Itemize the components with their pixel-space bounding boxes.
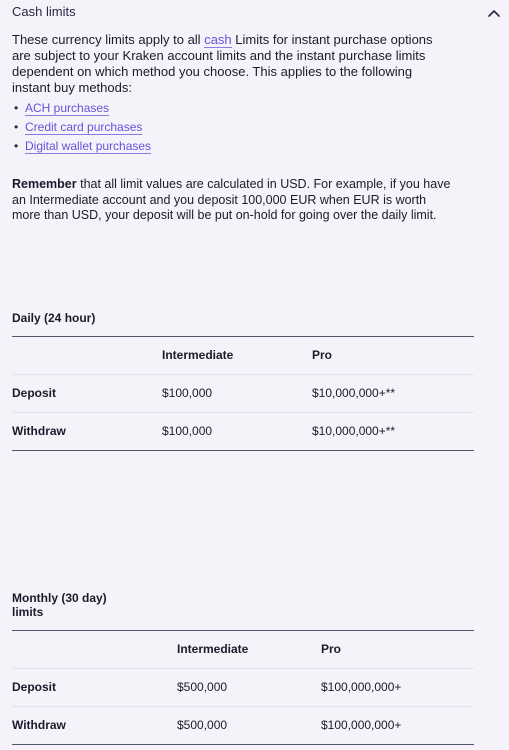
chevron-up-icon[interactable] (487, 6, 501, 20)
row-label-withdraw: Withdraw (12, 718, 66, 732)
table-row (12, 375, 474, 413)
table-row (12, 669, 474, 707)
list-item (12, 119, 151, 138)
bullet: • (14, 139, 19, 153)
daily-table-title: Daily (24 hour) (12, 311, 96, 325)
cell-intermediate-withdraw: $500,000 (177, 718, 228, 732)
cell-pro-withdraw: $10,000,000+** (312, 424, 396, 438)
list-item (12, 138, 151, 157)
row-label-deposit: Deposit (12, 680, 57, 694)
table-row (12, 707, 474, 745)
remember-text: that all limit values are calculated in USD. For example, if you have an Intermediate account and you deposit 100,000 EUR when EUR is worth more than USD, your deposit will be put on-hold for going over the daily limit. (12, 177, 451, 222)
instant-buy-methods-list (12, 100, 151, 157)
credit-card-purchases-link[interactable]: Credit card purchases (25, 120, 143, 134)
cash-limits-accordion-header[interactable] (12, 4, 501, 22)
intro-text-after: Limits for instant purchase options are subject to your Kraken account limits and the instant purchase limits dependent on which method you choose. This applies to the following instant buy methods: (12, 32, 433, 95)
daily-limits-table (12, 336, 474, 451)
table-header-row (12, 630, 474, 669)
table-header-row (12, 336, 474, 375)
cell-intermediate-withdraw: $100,000 (162, 424, 213, 438)
remember-paragraph (12, 177, 457, 224)
cash-link[interactable]: cash (204, 32, 232, 47)
monthly-table-title: Monthly (30 day) limits (12, 591, 107, 619)
remember-bold: Remember (12, 177, 77, 191)
intro-paragraph (12, 32, 452, 96)
intro-text-before: These currency limits apply to all (12, 32, 205, 47)
header-cell-intermediate: Intermediate (162, 348, 234, 362)
header-cell-intermediate: Intermediate (177, 642, 249, 656)
ach-purchases-link[interactable]: ACH purchases (25, 101, 110, 115)
row-label-deposit: Deposit (12, 386, 57, 400)
cell-pro-withdraw: $100,000,000+ (321, 718, 402, 732)
bullet: • (14, 120, 19, 134)
cell-intermediate-deposit: $500,000 (177, 680, 228, 694)
cell-pro-deposit: $100,000,000+ (321, 680, 402, 694)
header-cell-pro: Pro (312, 348, 333, 362)
list-item (12, 100, 151, 119)
table-row (12, 413, 474, 451)
cell-pro-deposit: $10,000,000+** (312, 386, 396, 400)
row-label-withdraw: Withdraw (12, 424, 66, 438)
monthly-limits-table (12, 630, 474, 745)
digital-wallet-purchases-link[interactable]: Digital wallet purchases (25, 139, 152, 153)
header-cell-pro: Pro (321, 642, 342, 656)
accordion-title: Cash limits (12, 4, 76, 19)
cell-intermediate-deposit: $100,000 (162, 386, 213, 400)
bullet: • (14, 101, 19, 115)
